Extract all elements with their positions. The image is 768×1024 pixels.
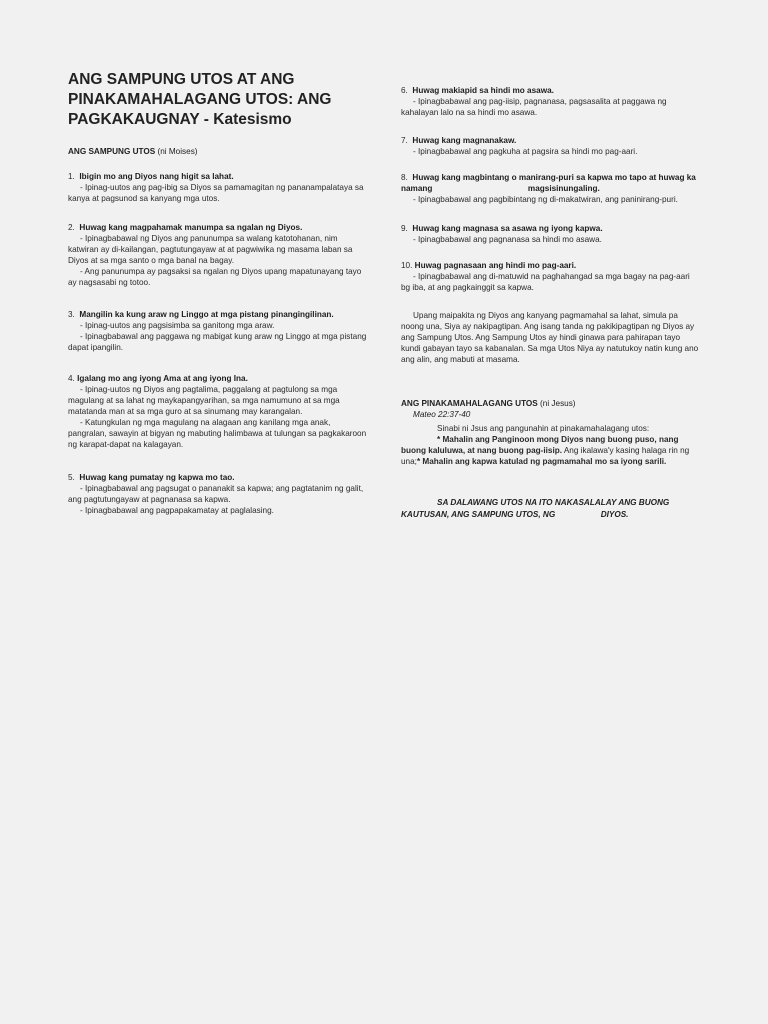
item-line: - Ipinag-uutos ang pagsisimba sa ganitong mga araw.	[80, 321, 275, 330]
second-intro: Ang ikalawa'y kasing halaga rin ng una;	[401, 446, 690, 466]
summary-paragraph: Upang maipakita ng Diyos ang kanyang pagmamahal sa lahat, simula pa noong una, Siya ay nakipagtipan. Ang isang tanda ng pakikipagtipan ng Diyos ay ang Sampung Utos. Ang Sampung Utos ay hindi ginawa para pahirapan tayo kundi gabayan tayo sa kabanalan. Sa mga Utos Niya ay natutukoy natin kung ano ang alin, ang mabuti at masama.	[401, 311, 699, 364]
intro-line: Sinabi ni Jsus ang pangunahin at pinakamahalagang utos:	[437, 424, 650, 433]
section-heading-author: (ni Moises)	[157, 147, 198, 156]
second-commandment: * Mahalin ang kapwa katulad ng pagmamahal mo sa iyong sarili.	[416, 457, 667, 466]
closing-statement: SA DALAWANG UTOS NA ITO NAKASALALAY ANG BUONG KAUTUSAN, ANG SAMPUNG UTOS, NG DIYOS.	[401, 498, 672, 519]
greatest-commandment-text	[401, 423, 701, 467]
item-heading: Huwag pagnasaan ang hindi mo pag-aari.	[414, 261, 577, 270]
item-number: 10.	[401, 261, 413, 270]
item-number: 7.	[401, 136, 408, 145]
item-heading: Igalang mo ang iyong Ama at ang iyong Ina.	[77, 374, 248, 383]
item-heading: Huwag kang magbintang o manirang-puri sa kapwa mo tapo at huwag ka namang magsisinungaling.	[401, 173, 699, 193]
commandment-4	[68, 373, 368, 450]
item-line: - Ang panunumpa ay pagsaksi sa ngalan ng Diyos upang mapatunayang tayo ay nagsasabi ng totoo.	[68, 267, 362, 287]
item-line: - Katungkulan ng mga magulang na alagaan ang kanilang mga anak, pangralan, sawayin at bigyan ng mabuting halimbawa at tulungan sa pagkakaroon ng karapat-dapat na kalagayan.	[68, 418, 367, 449]
commandment-2	[68, 222, 368, 288]
item-line: - Ipinag-uutos ng Diyos ang pagtalima, paggalang at pagtulong sa mga magulang at sa lahat ng maykapangyarihan, sa mga namumuno at sa mga matatanda man at sa mga guro at sa sinumang may karangalan.	[68, 385, 340, 416]
item-line: - Ipinagbabawal ang pagpapakamatay at paglalasing.	[80, 506, 274, 515]
item-number: 6.	[401, 86, 408, 95]
item-number: 4.	[68, 374, 75, 383]
item-line: - Ipinagbabawal ang pag-iisip, pagnanasa, pagsasalita at paggawa ng kahalayan lalo na sa hindi mo asawa.	[401, 97, 667, 117]
item-heading: Ibigin mo ang Diyos nang higit sa lahat.	[79, 172, 234, 181]
commandment-6	[401, 85, 701, 118]
item-heading: Huwag kang pumatay ng kapwa mo tao.	[79, 473, 235, 482]
commandment-10	[401, 260, 701, 293]
item-line: - Ipinagbabawal ang pagsugat o pananakit sa kapwa; ang pagtatanim ng galit, ang pagtutungayaw at pagnanasa sa kapwa.	[68, 484, 364, 504]
item-heading: Mangilin ka kung araw ng Linggo at mga pistang pinangingilinan.	[79, 310, 334, 319]
item-line: - Ipinagbabawal ang paggawa ng mabigat kung araw ng Linggo at mga pistang dapat ipangilin.	[68, 332, 367, 352]
item-number: 1.	[68, 172, 75, 181]
item-number: 3.	[68, 310, 75, 319]
commandment-3	[68, 309, 368, 353]
item-number: 5.	[68, 473, 75, 482]
section-heading-author: (ni Jesus)	[540, 399, 576, 408]
commandment-5	[68, 472, 368, 516]
item-line: - Ipinagbabawal ng Diyos ang panunumpa sa walang katotohanan, nim katwiran ay di-kailangan, pagtutungayaw at at pagwiwika ng masama laban sa Diyos at sa mga santo o mga banal na bagay.	[68, 234, 353, 265]
section-heading-sampung-utos	[68, 146, 368, 157]
item-heading: Huwag kang magpahamak manumpa sa ngalan ng Diyos.	[79, 223, 303, 232]
item-line: - Ipinagbabawal ang pagbibintang ng di-makatwiran, ang paninirang-puri.	[413, 195, 678, 204]
section-heading-text: ANG PINAKAMAHALAGANG UTOS	[401, 399, 538, 408]
item-heading: Huwag makiapid sa hindi mo asawa.	[412, 86, 554, 95]
item-number: 8.	[401, 173, 408, 182]
commandment-8	[401, 172, 701, 205]
commandment-9	[401, 223, 701, 245]
first-commandment: * Mahalin ang Panginoon mong Diyos nang buong puso, nang buong kaluluwa, at nang buong pag-iisip.	[401, 435, 679, 455]
item-heading: Huwag kang magnasa sa asawa ng iyong kapwa.	[412, 224, 603, 233]
section-heading-text: ANG SAMPUNG UTOS	[68, 147, 156, 156]
commandment-7	[401, 135, 701, 157]
item-line: - Ipinag-uutos ang pag-ibig sa Diyos sa pamamagitan ng pananampalataya sa kanya at pagsunod sa kanyang mga utos.	[68, 183, 364, 203]
page-title: ANG SAMPUNG UTOS AT ANG PINAKAMAHALAGANG UTOS: ANG PAGKAKAUGNAY - Katesismo	[68, 71, 332, 128]
item-number: 9.	[401, 224, 408, 233]
item-line: - Ipinagbabawal ang pagkuha at pagsira sa hindi mo pag-aari.	[413, 147, 638, 156]
scripture-reference: Mateo 22:37-40	[413, 410, 471, 419]
item-line: - Ipinagbabawal ang pagnanasa sa hindi mo asawa.	[413, 235, 602, 244]
section-heading-pinakamahalagang-utos	[401, 398, 701, 409]
commandment-1	[68, 171, 368, 204]
item-line: - Ipinagbabawal ang di-matuwid na paghahangad sa mga bagay na pag-aari bg iba, at ang pagkainggit sa kapwa.	[401, 272, 690, 292]
item-number: 2.	[68, 223, 75, 232]
item-heading: Huwag kang magnanakaw.	[412, 136, 517, 145]
